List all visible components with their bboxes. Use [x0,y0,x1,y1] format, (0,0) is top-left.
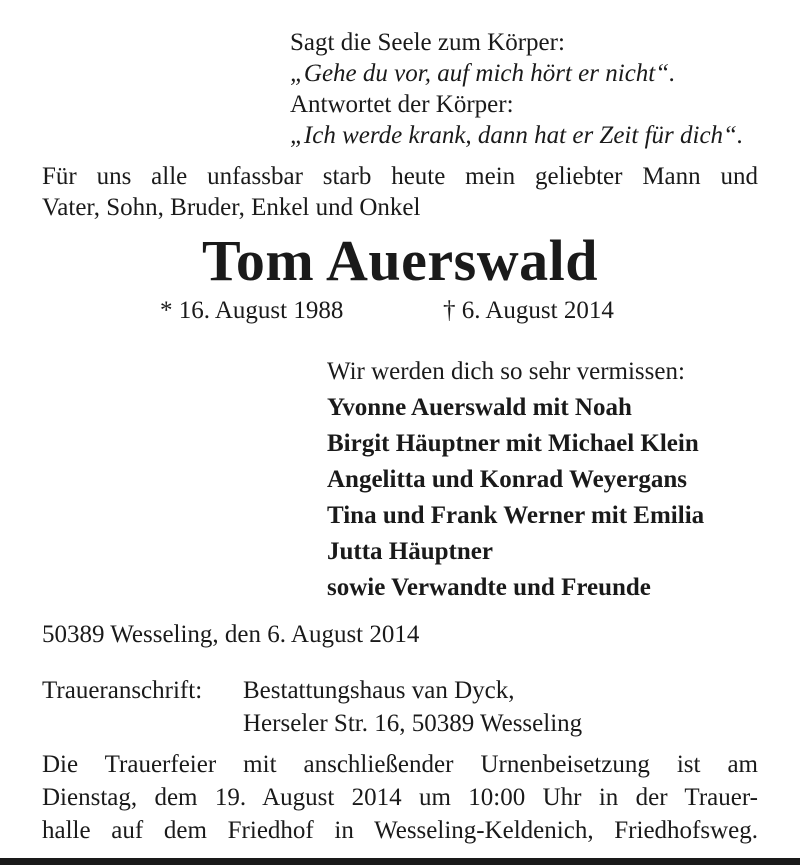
motto-line: Antwortet der Körper: [290,91,514,118]
mourner-name: Birgit Häuptner mit Michael Klein [327,430,699,457]
mourner-name: Angelitta und Konrad Weyergans [327,466,687,493]
birth-date: * 16. August 1988 [160,297,344,324]
deceased-name: Tom Auerswald [202,228,598,293]
motto-line: „Ich werde krank, dann hat er Zeit für dich“. [290,122,744,149]
address-value [243,674,582,740]
funeral-line: halle auf dem Friedhof in Wesseling-Keldenich, Friedhofsweg. [42,817,758,844]
motto-line: Sagt die Seele zum Körper: [290,29,565,56]
mourner-name: Tina und Frank Werner mit Emilia [327,502,705,529]
funeral-info [42,748,758,847]
bottom-border [0,858,800,865]
mourners-list [327,354,704,606]
mourner-name: Jutta Häuptner [327,538,493,565]
funeral-line: Die Trauerfeier mit anschließender Urnenbeisetzung ist am [42,751,758,778]
address-line: Herseler Str. 16, 50389 Wesseling [243,710,583,737]
mourner-name: sowie Verwandte und Freunde [327,574,651,601]
intro-line: Vater, Sohn, Bruder, Enkel und Onkel [42,194,421,221]
funeral-line: Dienstag, dem 19. August 2014 um 10:00 Uhr in der Trauer- [42,784,758,811]
motto-quote [290,27,743,151]
mourner-name: Yvonne Auerswald mit Noah [327,394,632,421]
intro-text [42,161,758,223]
place-date: 50389 Wesseling, den 6. August 2014 [42,621,420,648]
mourners-intro: Wir werden dich so sehr vermissen: [327,358,685,385]
motto-line: „Gehe du vor, auf mich hört er nicht“. [290,60,676,87]
address-line: Bestattungshaus van Dyck, [243,677,515,704]
intro-line: Für uns alle unfassbar starb heute mein geliebter Mann und [42,163,758,190]
death-date: † 6. August 2014 [443,297,614,324]
address-label: Traueranschrift: [42,677,203,704]
